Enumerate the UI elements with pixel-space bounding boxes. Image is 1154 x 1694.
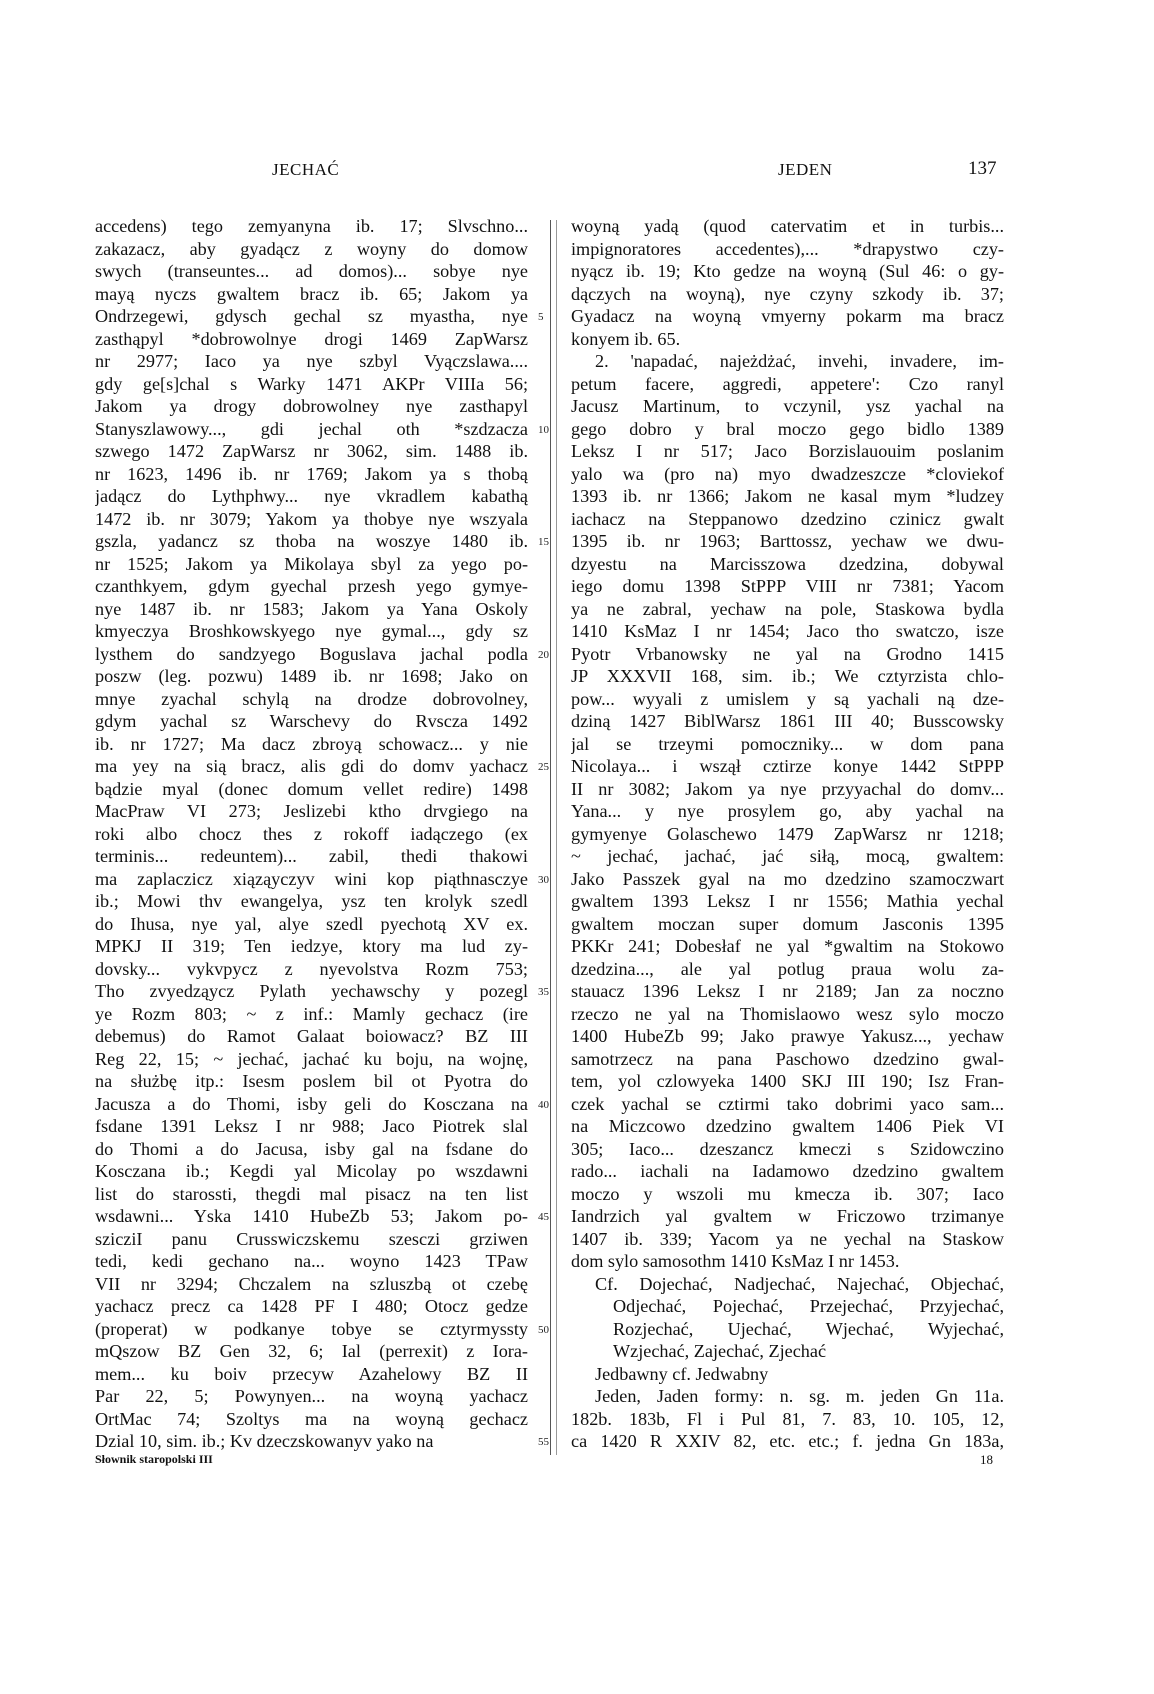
left-column-line: mQszow BZ Gen 32, 6; Ial (perrexit) z Iora- [95,1341,528,1361]
right-column-line: dączych na woyną), nye czyny szkody ib. 37; [571,283,1004,304]
line-number: 25 [538,761,549,773]
right-column-line: ya ne zabral, yechaw na pole, Staskowa bydla [571,598,1004,619]
right-column-line: Odjechać, Pojechać, Przejechać, Przyjechać, [613,1296,1004,1316]
right-column-line: woyną yadą (quod catervatim et in turbis... [571,216,1004,236]
left-column-line: mem... ku boiv przecyw Azahelowy BZ II [95,1363,528,1384]
footer-signature: 18 [980,1452,993,1467]
right-column-line: impignoratores accedentes),... *drapystwo czy- [571,238,1004,259]
left-column-line: poszw (leg. pozwu) 1489 ib. nr 1698; Jako on [95,666,528,686]
left-column-line: nr 2977; Iaco ya nye szbyl Vyączslawa.... [95,351,528,371]
left-column-line: Par 22, 5; Powynyen... na woyną yachacz [95,1386,528,1406]
left-column-line: ib. nr 1727; Ma dacz zbroyą schowacz... y nie [95,733,528,754]
left-column-line: zakazacz, aby gyadącz z woyny do domow [95,238,528,259]
left-column-line: Dzial 10, sim. ib.; Kv dzeczskowanyv yako na [95,1431,434,1451]
left-column-line: lysthem do sandzyego Boguslava jachal podla [95,643,528,664]
left-column-line: debemus) do Ramot Galaat boiowacz? BZ III [95,1026,528,1046]
right-column-line: ~ jechać, jachać, jać siłą, mocą, gwaltem: [571,846,1004,866]
left-column-line: OrtMac 74; Szoltys ma na woyną gechacz [95,1408,528,1429]
right-column-line: dom sylo samosothm 1410 KsMaz I nr 1453. [571,1251,900,1271]
left-column-line: ma zaplaczicz xiąząyczyv wini kop piąthnasczye [95,868,528,889]
left-column-line: ye Rozm 803; ~ z inf.: Mamly gechacz (ire [95,1003,528,1024]
right-column-line: 1410 KsMaz I nr 1454; Jaco tho swatczo, isze [571,621,1004,641]
left-column-line: list do starossti, thegdi mal pisacz na ten list [95,1183,528,1204]
right-column-line: iachacz na Steppanowo dzedzino czinicz gwalt [571,508,1004,529]
left-column-line: na służbę itp.: Isesm poslem bil ot Pyotra do [95,1071,528,1091]
running-head-left: JECHAĆ [272,160,340,179]
right-column-line: pow... wyyali z umislem y są yachali ną dze- [571,688,1004,709]
right-column-line: czek yachal se cztirmi tako dobrimi yaco sam... [571,1093,1004,1114]
right-column-line: samotrzecz na pana Paschowo dzedzino gwal- [571,1048,1004,1069]
right-column-line: 1407 ib. 339; Yacom ya ne yechal na Staskow [571,1228,1004,1249]
left-column-line: do Thomi a do Jacusa, isby gal na fsdane do [95,1138,528,1159]
page-number: 137 [968,158,997,179]
line-number: 5 [538,311,544,323]
right-column-line: Wzjechać, Zajechać, Zjechać [613,1341,827,1361]
right-column-line: 305; Iaco... dzeszancz kmeczi s Szidowczino [571,1138,1004,1159]
left-column-line: mayą nyczs gwaltem bracz ib. 65; Jakom ya [95,283,528,304]
line-number: 30 [538,873,549,886]
left-column-line: Reg 22, 15; ~ jechać, jachać ku boju, na wojnę, [95,1048,528,1069]
right-column-line: 182b. 183b, Fl i Pul 81, 7. 83, 10. 105, 12, [571,1408,1004,1429]
right-column-line: II nr 3082; Jakom ya nye przyyachal do domv... [571,778,1004,799]
left-column-line: ib.; Mowi thv ewangelya, ysz ten krolyk szedl [95,891,528,911]
right-column-line: 2. 'napadać, najeżdżać, invehi, invadere, im- [595,351,1004,371]
right-column-line: jal se trzeymi pomoczniky... w dom pana [571,733,1004,754]
left-column-line: Tho zvyedząycz Pylath yechawschy y pozegl [95,981,528,1001]
left-column-line: nr 1623, 1496 ib. nr 1769; Jakom ya s thobą [95,463,528,484]
left-column-line: tedi, kedi gechano na... woyno 1423 TPaw [95,1251,528,1271]
left-column-line: wsdawni... Yska 1410 HubeZb 53; Jakom po- [95,1206,528,1226]
right-column-line: Cf. Dojechać, Nadjechać, Najechać, Objechać, [595,1273,1004,1294]
column-divider-secondary [556,220,557,1455]
left-column-line: czanthkyem, gdym gyechal przesh yego gymye- [95,576,528,596]
right-column-line: Jeden, Jaden formy: n. sg. m. jeden Gn 11a. [595,1386,1004,1406]
right-column-line: gego dobro y bral moczo gego bidlo 1389 [571,418,1004,439]
left-column-line: zasthąpyl *dobrowolnye drogi 1469 ZapWarsz [95,328,528,349]
line-number: 40 [538,1098,549,1111]
right-column-line: 1395 ib. nr 1963; Barttossz, yechaw we dwu- [571,531,1004,551]
right-column-line: Nicolaya... i wszął cztirze konye 1442 StPPP [571,756,1004,776]
left-column-line: Jacusza a do Thomi, isby geli do Kosczana na [95,1093,528,1114]
right-column-line: Iandrzich yal gvaltem w Friczowo trzimanye [571,1206,1004,1226]
left-column-line: bądzie myal (donec domum vellet redire) 1498 [95,778,528,799]
left-column-line: (properat) w podkanye tobye se cztyrmyssty [95,1318,528,1339]
left-column-line: Jakom ya drogy dobrowolney nye zasthapyl [95,396,528,416]
right-column-line: moczo y wszoli mu kmecza ib. 307; Iaco [571,1183,1004,1204]
left-column-line: accedens) tego zemyanyna ib. 17; Slvschno... [95,216,528,236]
line-number: 15 [538,536,549,548]
left-column-line: Kosczana ib.; Kegdi yal Micolay po wszdawni [95,1161,528,1181]
line-number: 35 [538,986,549,998]
line-number: 50 [538,1323,549,1336]
left-column-line: szicziI panu Crusswiczskemu szesczi grziwen [95,1228,528,1249]
left-column-line: dovsky... vykvpycz z nyevolstva Rozm 753; [95,958,528,979]
left-column-line: gdy ge[s]chal s Warky 1471 AKPr VIIIa 56; [95,373,528,394]
right-column-line: Jacusz Martinum, to vczynil, ysz yachal na [571,396,1004,416]
left-column-line: nr 1525; Jakom ya Mikolaya sbyl za yego po- [95,553,528,574]
left-column-line: VII nr 3294; Chczalem na szluszbą ot czebę [95,1273,528,1294]
right-column-line: stauacz 1396 Leksz I nr 2189; Jan za noczno [571,981,1004,1001]
left-column-line: mnye zyachal schylą na drodze dobrovolney, [95,688,528,709]
footer-title: Słownik staropolski III [95,1452,213,1466]
left-column-line: fsdane 1391 Leksz I nr 988; Jaco Piotrek slal [95,1116,528,1136]
left-column-line: MPKJ II 319; Ten iedzye, ktory ma lud zy- [95,936,528,956]
left-column-line: gdym yachal sz Warschevy do Rvscza 1492 [95,711,528,731]
right-column-line: Rozjechać, Ujechać, Wjechać, Wyjechać, [613,1318,1004,1339]
right-column-line: Yana... y nye prosylem go, aby yachal na [571,801,1004,821]
right-column-line: Leksz I nr 517; Jaco Borzislauouim poslanim [571,441,1004,461]
left-column-line: do Ihusa, nye yal, alye szedl pyechotą XV ex. [95,913,528,934]
left-column-line: Ondrzegewi, gdysch gechal sz myastha, nye [95,306,528,326]
right-column-line: rzeczo ne yal na Thomislaowo wesz sylo moczo [571,1003,1004,1024]
right-column-line: dzedzina..., ale yal potlug praua wolu za- [571,958,1004,979]
line-number: 55 [538,1436,549,1448]
left-column-line: szwego 1472 ZapWarsz nr 3062, sim. 1488 ib. [95,441,528,461]
left-column-line: jadącz do Lythphwy... nye vkradlem kabathą [95,486,528,506]
right-column-line: rado... iachali na Iadamowo dzedzino gwaltem [571,1161,1004,1181]
right-column-line: petum facere, aggredi, appetere': Czo ranyl [571,373,1004,394]
right-column-line: Jedbawny cf. Jedwabny [595,1363,769,1384]
left-column-line: MacPraw VI 273; Jeslizebi ktho drvgiego na [95,801,528,821]
left-column-line: nye 1487 ib. nr 1583; Jakom ya Yana Oskoly [95,598,528,619]
left-column-line: 1472 ib. nr 3079; Yakom ya thobye nye wszyala [95,508,528,529]
left-column-line: kmyeczya Broshkowskyego nye gymal..., gdy sz [95,621,528,641]
right-column-line: PKKr 241; Dobesłaf ne yal *gwaltim na Stokowo [571,936,1004,956]
right-column-line: konyem ib. 65. [571,328,681,349]
left-column-line: yachacz precz ca 1428 PF I 480; Otocz gedze [95,1296,528,1316]
right-column-line: nyącz ib. 19; Kto gedze na woyną (Sul 46: o gy- [571,261,1004,281]
left-column-line: gszla, yadancz sz thoba na woszye 1480 ib. [95,531,528,551]
right-column-line: na Miczcowo dzedzino gwaltem 1406 Piek VI [571,1116,1004,1136]
right-column-line: gwaltem 1393 Leksz I nr 1556; Mathia yechal [571,891,1004,911]
right-column-line: Jako Passzek gyal na mo dzedzino szamoczwart [571,868,1004,889]
right-column-line: gwaltem moczan super domum Jasconis 1395 [571,913,1004,934]
right-column-line: iego domu 1398 StPPP VIII nr 7381; Yacom [571,576,1004,596]
right-column-line: Gyadacz na woyną vmyerny pokarm ma bracz [571,306,1004,326]
right-column-line: tem, yol czlowyeka 1400 SKJ III 190; Isz Fran- [571,1071,1004,1091]
left-column-line: roki albo chocz thes z rokoff iadączego (ex [95,823,528,844]
left-column-line: swych (transeuntes... ad domos)... sobye nye [95,261,528,281]
right-column-line: yalo wa (pro na) myo dwadzeszcze *cloviekof [571,463,1004,484]
right-column-line: dzyestu na Marcisszowa dzedzina, dobywal [571,553,1004,574]
column-divider [550,220,551,1455]
right-column-line: JP XXXVII 168, sim. ib.; We cztyrzista chlo- [571,666,1004,686]
right-column-line: dziną 1427 BiblWarsz 1861 III 40; Busscowsky [571,711,1004,731]
right-column-line: gymyenye Golaschewo 1479 ZapWarsz nr 1218; [571,823,1004,844]
left-column-line: terminis... redeuntem)... zabil, thedi thakowi [95,846,528,866]
line-number: 45 [538,1211,549,1223]
line-number: 20 [538,648,549,661]
line-number: 10 [538,423,549,436]
left-column-line: Stanyszlawowy..., gdi jechal oth *szdzacza [95,418,528,439]
right-column-line: 1400 HubeZb 99; Jako prawye Yakusz..., yechaw [571,1026,1004,1046]
right-column-line: Pyotr Vrbanowsky ne yal na Grodno 1415 [571,643,1004,664]
right-column-line: 1393 ib. nr 1366; Jakom ne kasal mym *ludzey [571,486,1004,506]
left-column-line: ma yey na sią bracz, alis gdi do domv yachacz [95,756,528,776]
left-column [95,215,528,1453]
running-head-center: JEDEN [778,160,833,179]
right-column-line: ca 1420 R XXIV 82, etc. etc.; f. jedna Gn 183a, [571,1431,1004,1451]
right-column [571,215,1004,1453]
